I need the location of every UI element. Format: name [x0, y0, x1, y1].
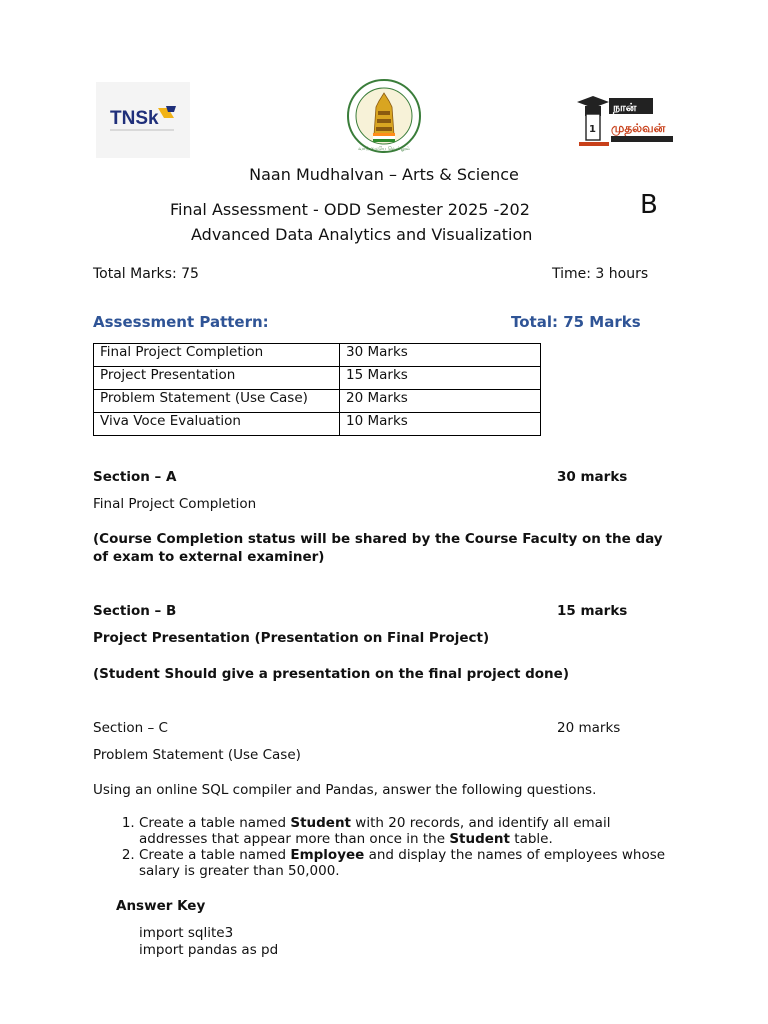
- table-row: [94, 344, 541, 367]
- table-cell-marks: 20 Marks: [340, 390, 541, 413]
- table-row: [94, 390, 541, 413]
- table-cell-item: Project Presentation: [94, 367, 340, 390]
- pattern-total: Total: 75 Marks: [511, 313, 641, 331]
- section-b-desc: Project Presentation (Presentation on Final Project): [93, 630, 490, 646]
- section-c-marks: 20 marks: [557, 720, 621, 736]
- assessment-subtitle: Final Assessment - ODD Semester 2025 -202: [170, 200, 530, 219]
- q1-text-a: Create a table named: [139, 815, 291, 831]
- q2-text-a: Create a table named: [139, 847, 291, 863]
- q2-text-c: and display the names of employees whose salary is greater than 50,000.: [139, 847, 666, 879]
- section-b-title: Section – B: [93, 603, 177, 619]
- code-block: [139, 925, 278, 959]
- list-item: [139, 815, 679, 847]
- logo-mudhalvan-text: முதல்வன்: [611, 121, 666, 135]
- section-a-desc: Final Project Completion: [93, 496, 257, 512]
- tnsk-logo-graphic: [96, 82, 190, 158]
- set-label: B: [640, 190, 658, 220]
- answer-key-title: Answer Key: [116, 898, 206, 914]
- emblem-graphic: [346, 77, 422, 155]
- logo-naan-text: நான்: [613, 101, 637, 114]
- table-cell-marks: 15 Marks: [340, 367, 541, 390]
- q1-text-c: with 20 records, and identify all email addresses that appear more than once in the: [139, 815, 611, 847]
- program-title: Naan Mudhalvan – Arts & Science: [249, 165, 519, 184]
- q1-student-bold: Student: [290, 815, 352, 831]
- tnsk-logo: [96, 82, 190, 158]
- tnsk-logo-text: TNSk: [110, 108, 159, 129]
- tamil-nadu-emblem: [346, 77, 422, 155]
- section-a-title: Section – A: [93, 469, 177, 485]
- naan-mudhalvan-logo: [573, 92, 675, 150]
- q1-student-bold-2: Student: [449, 831, 510, 847]
- table-row: [94, 367, 541, 390]
- list-item: [139, 847, 679, 879]
- question-list: [93, 815, 679, 879]
- course-title: Advanced Data Analytics and Visualization: [191, 225, 533, 244]
- section-c-intro: Using an online SQL compiler and Pandas, answer the following questions.: [93, 782, 597, 798]
- pattern-heading: Assessment Pattern:: [93, 313, 269, 331]
- section-a-note: (Course Completion status will be shared by the Course Faculty on the day of exam to external examiner): [93, 531, 663, 565]
- code-line: import pandas as pd: [139, 942, 279, 958]
- assessment-pattern-table: [93, 343, 541, 436]
- section-a-marks: 30 marks: [557, 469, 628, 485]
- table-row: [94, 413, 541, 436]
- section-c-title: Section – C: [93, 720, 168, 736]
- table-cell-item: Viva Voce Evaluation: [94, 413, 340, 436]
- section-c-desc: Problem Statement (Use Case): [93, 747, 301, 763]
- table-cell-item: Final Project Completion: [94, 344, 340, 367]
- svg-text:1: 1: [589, 124, 596, 135]
- section-b-marks: 15 marks: [557, 603, 628, 619]
- total-marks: Total Marks: 75: [93, 266, 199, 282]
- exam-time: Time: 3 hours: [552, 266, 649, 282]
- section-b-note: (Student Should give a presentation on the final project done): [93, 666, 569, 682]
- naan-mudhalvan-graphic: [573, 92, 675, 150]
- code-line: import sqlite3: [139, 925, 234, 941]
- q2-employee-bold: Employee: [290, 847, 365, 863]
- table-cell-marks: 30 Marks: [340, 344, 541, 367]
- q1-text-e: table.: [510, 831, 553, 847]
- svg-text:வாய்மையே வெல்லும்: வாய்மையே வெல்லும்: [358, 146, 410, 152]
- table-cell-item: Problem Statement (Use Case): [94, 390, 340, 413]
- table-cell-marks: 10 Marks: [340, 413, 541, 436]
